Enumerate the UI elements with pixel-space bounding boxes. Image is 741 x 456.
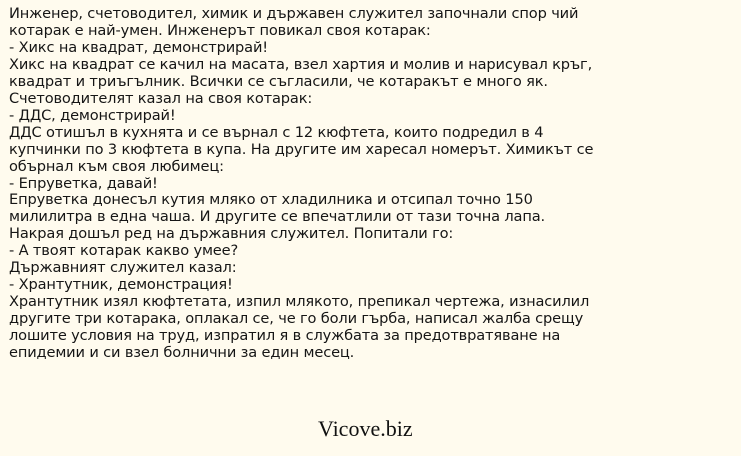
- joke-line: ДДС отишъл в кухнята и се върнал с 12 кюфтета, които подредил в 4: [9, 123, 544, 141]
- joke-line: Държавният служител казал:: [9, 259, 237, 277]
- joke-line: - ДДС, демонстрирай!: [9, 106, 176, 124]
- joke-line: Епруветка донесъл кутия мляко от хладилника и отсипал точно 150: [9, 191, 533, 209]
- joke-line: - Хикс на квадрат, демонстрирай!: [9, 38, 268, 56]
- joke-line: милилитра в една чаша. И другите се впечатлили от тази точна лапа.: [9, 208, 546, 226]
- joke-line: обърнал към своя любимец:: [9, 157, 224, 175]
- site-watermark: Vicove.biz: [318, 416, 413, 441]
- joke-line: лошите условия на труд, изпратил я в службата за предотвратяване на: [9, 327, 561, 345]
- joke-text: [9, 6, 735, 362]
- joke-line: Накрая дошъл ред на държавния служител. Попитали го:: [9, 225, 454, 243]
- joke-line: епидемии и си взел болнични за един месец.: [9, 344, 355, 362]
- joke-line: Хрантутник изял кюфтетата, изпил млякото, препикал чертежа, изнасилил: [9, 293, 590, 311]
- joke-line: котарак е най-умен. Инженерът повикал своя котарак:: [9, 21, 431, 39]
- joke-line: купчинки по 3 кюфтета в купа. На другите им харесал номерът. Химикът се: [9, 140, 594, 158]
- joke-line: квадрат и триъгълник. Всички се съгласили, че котаракът е много як.: [9, 72, 548, 90]
- joke-line: Счетоводителят казал на своя котарак:: [9, 89, 313, 107]
- joke-line: Хикс на квадрат се качил на масата, взел хартия и молив и нарисувал кръг,: [9, 55, 593, 73]
- joke-line: - А твоят котарак какво умее?: [9, 242, 239, 260]
- joke-line: другите три котарака, оплакал се, че го боли гърба, написал жалба срещу: [9, 310, 584, 328]
- joke-line: - Епруветка, давай!: [9, 174, 158, 192]
- joke-line: - Хрантутник, демонстрация!: [9, 276, 233, 294]
- joke-line: Инженер, счетоводител, химик и държавен служител започнали спор чий: [9, 5, 579, 22]
